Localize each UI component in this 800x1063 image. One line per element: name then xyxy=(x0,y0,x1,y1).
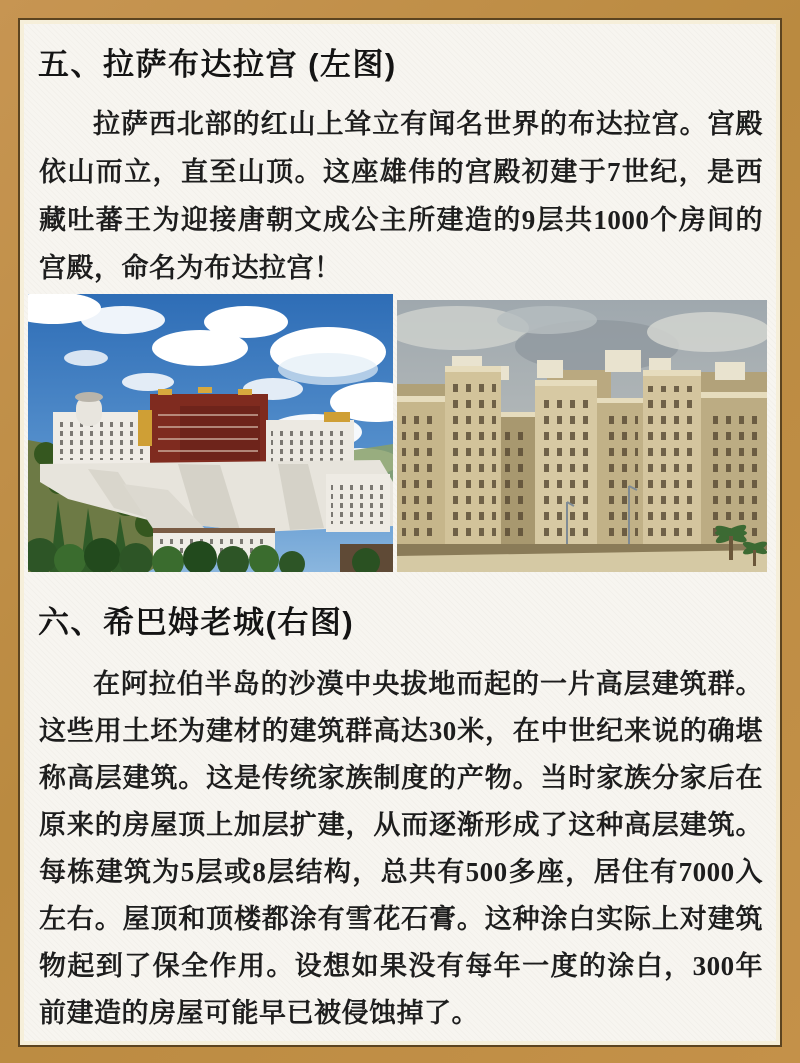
photo-row xyxy=(28,294,767,572)
section-paragraph-shibam: 在阿拉伯半岛的沙漠中央拔地而起的一片高层建筑群。这些用土坯为建材的建筑群高达30米，在中世纪来说的确堪称高层建筑。这是传统家族制度的产物。当时家族分家后在原来的房屋顶上加层扩建，从而逐渐形成了这种高层建筑。每栋建筑为5层或8层结构，总共有500多座，居住有7000入左右。屋顶和顶楼都涂有雪花石膏。这种涂白实际上对建筑物起到了保全作用。设想如果没有每年一度的涂白，300年前建造的房屋可能早已被侵蚀掉了。 xyxy=(39,669,763,1028)
section-heading-shibam: 六、希巴姆老城(右图) xyxy=(38,605,355,640)
section-heading-potala: 五、拉萨布达拉宫 (左图) xyxy=(38,47,397,82)
section-paragraph-potala: 拉萨西北部的红山上耸立有闻名世界的布达拉宫。宫殿依山而立，直至山顶。这座雄伟的宫殿初建于7世纪，是西藏吐蕃王为迎接唐朝文成公主所建造的9层共1000个房间的宫殿，命名为布达拉宫！ xyxy=(39,109,763,283)
potala-palace-photo xyxy=(28,294,393,572)
page-inner-border xyxy=(18,18,782,1047)
shibam-old-city-photo xyxy=(397,300,767,572)
document-page xyxy=(24,24,776,1041)
